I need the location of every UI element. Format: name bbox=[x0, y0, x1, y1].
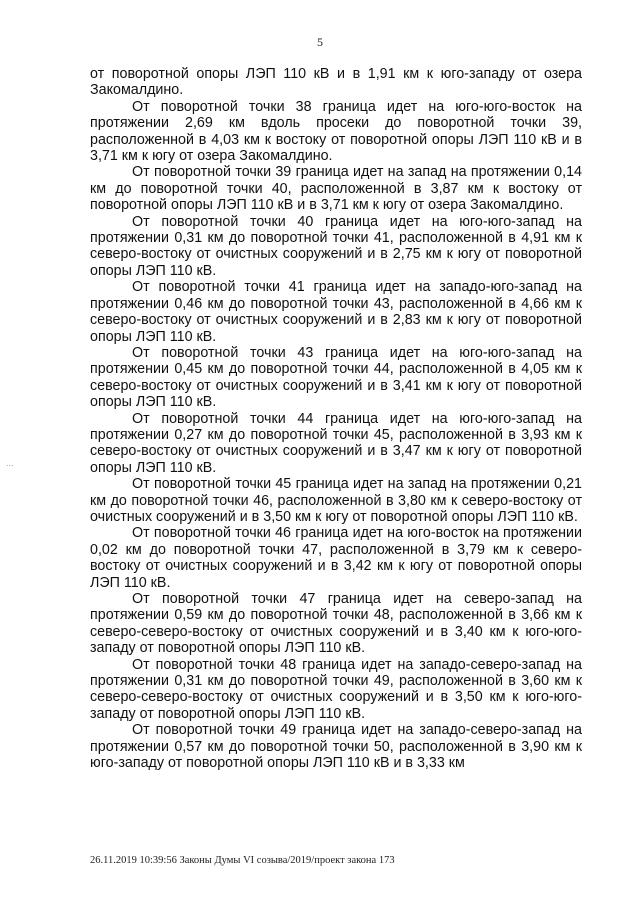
paragraph: От поворотной точки 49 граница идет на западо-северо-запад на протяжении 0,57 км до поворотной точки 50, расположенной в 3,90 км к юго-западу от поворотной опоры ЛЭП 110 кВ и в 3,33 км bbox=[90, 722, 582, 772]
paragraph: От поворотной точки 48 граница идет на западо-северо-запад на протяжении 0,31 км до поворотной точки 49, расположенной в 3,60 км к северо-северо-востоку от очистных сооружений и в 3,50 км к юго-юго-западу от поворотной опоры ЛЭП 110 кВ. bbox=[90, 656, 582, 722]
paragraph: От поворотной точки 47 граница идет на северо-запад на протяжении 0,59 км до поворотной точки 48, расположенной в 3,66 км к северо-северо-востоку от очистных сооружений и в 3,40 км к юго-юго-западу от поворотной опоры ЛЭП 110 кВ. bbox=[90, 591, 582, 657]
page-number: 5 bbox=[317, 35, 323, 49]
margin-mark: ... bbox=[6, 458, 14, 468]
paragraph: От поворотной точки 41 граница идет на западо-юго-запад на протяжении 0,46 км до поворотной точки 43, расположенной в 4,66 км к северо-востоку от очистных сооружений и в 2,83 км к югу от поворотной опоры ЛЭП 110 кВ. bbox=[90, 279, 582, 345]
paragraph: От поворотной точки 39 граница идет на запад на протяжении 0,14 км до поворотной точки 40, расположенной в 3,87 км к востоку от поворотной опоры ЛЭП 110 кВ и в 3,71 км к югу от озера Закомалдино. bbox=[90, 164, 582, 214]
paragraph: От поворотной точки 45 граница идет на запад на протяжении 0,21 км до поворотной точки 46, расположенной в 3,80 км к северо-востоку от очистных сооружений и в 3,50 км к югу от поворотной опоры ЛЭП 110 кВ. bbox=[90, 476, 582, 525]
paragraph: От поворотной точки 40 граница идет на юго-юго-запад на протяжении 0,31 км до поворотной точки 41, расположенной в 4,91 км к северо-востоку от очистных сооружений и в 2,75 км к югу от поворотной опоры ЛЭП 110 кВ. bbox=[90, 213, 582, 279]
footer-timestamp: 26.11.2019 10:39:56 Законы Думы VI созыва/2019/проект закона 173 bbox=[90, 855, 395, 866]
paragraph: От поворотной точки 43 граница идет на юго-юго-запад на протяжении 0,45 км до поворотной точки 44, расположенной в 4,05 км к северо-востоку от очистных сооружений и в 3,41 км к югу от поворотной опоры ЛЭП 110 кВ. bbox=[90, 344, 582, 411]
paragraph: От поворотной точки 46 граница идет на юго-восток на протяжении 0,02 км до поворотной точки 47, расположенной в 3,79 км к северо-востоку от очистных сооружений и в 3,42 км к югу от поворотной опоры ЛЭП 110 кВ. bbox=[90, 525, 582, 591]
paragraph: От поворотной точки 44 граница идет на юго-юго-запад на протяжении 0,27 км до поворотной точки 45, расположенной в 3,93 км к северо-востоку от очистных сооружений и в 3,47 км к югу от поворотной опоры ЛЭП 110 кВ. bbox=[90, 410, 582, 476]
paragraph: от поворотной опоры ЛЭП 110 кВ и в 1,91 км к юго-западу от озера Закомалдино. bbox=[90, 66, 582, 99]
paragraph: От поворотной точки 38 граница идет на юго-юго-восток на протяжении 2,69 км вдоль просеки до поворотной точки 39, расположенной в 4,03 км к востоку от поворотной опоры ЛЭП 110 кВ и в 3,71 км к югу от озера Закомалдино. bbox=[90, 98, 582, 165]
document-body bbox=[90, 66, 582, 771]
